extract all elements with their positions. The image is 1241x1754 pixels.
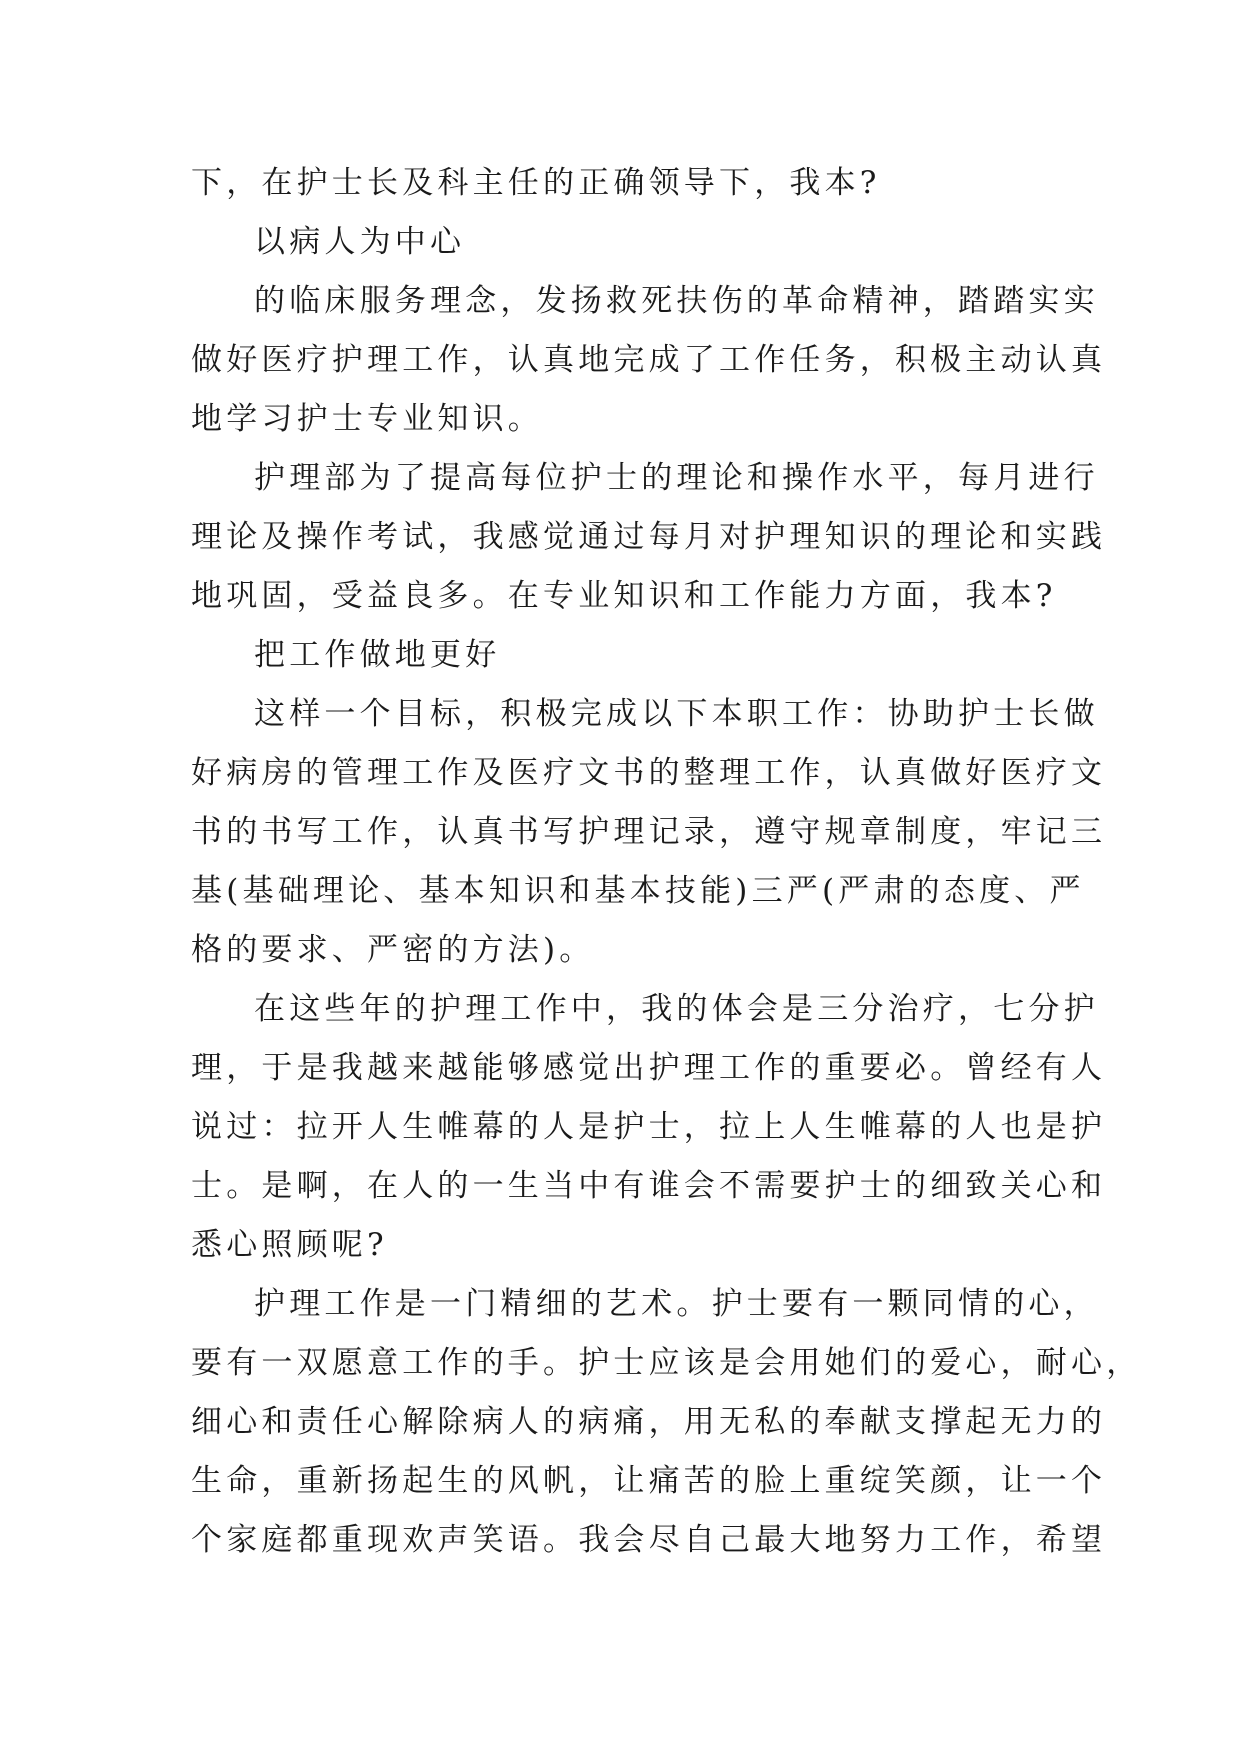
text-line: 书的书写工作，认真书写护理记录，遵守规章制度，牢记三 (191, 814, 1107, 850)
text-line: 下，在护士长及科主任的正确领导下，我本? (191, 165, 881, 201)
text-line: 这样一个目标，积极完成以下本职工作：协助护士长做 (254, 696, 1099, 732)
text-line: 基(基础理论、基本知识和基本技能)三严(严肃的态度、严 (191, 873, 1085, 909)
text-line: 地学习护士专业知识。 (191, 401, 543, 437)
text-line: 细心和责任心解除病人的病痛，用无私的奉献支撑起无力的 (191, 1404, 1107, 1440)
text-line: 理，于是我越来越能够感觉出护理工作的重要必。曾经有人 (191, 1050, 1107, 1086)
text-line: 要有一双愿意工作的手。护士应该是会用她们的爱心，耐心， (191, 1345, 1142, 1381)
text-line: 在这些年的护理工作中，我的体会是三分治疗，七分护 (254, 991, 1099, 1027)
text-line: 格的要求、严密的方法)。 (191, 932, 595, 968)
text-line: 以病人为中心 (254, 224, 466, 260)
text-line: 士。是啊，在人的一生当中有谁会不需要护士的细致关心和 (191, 1168, 1107, 1204)
text-line: 护理部为了提高每位护士的理论和操作水平，每月进行 (254, 460, 1099, 496)
text-line: 做好医疗护理工作，认真地完成了工作任务，积极主动认真 (191, 342, 1107, 378)
text-line: 理论及操作考试，我感觉通过每月对护理知识的理论和实践 (191, 519, 1107, 555)
text-line: 地巩固，受益良多。在专业知识和工作能力方面，我本? (191, 578, 1057, 614)
text-line: 生命，重新扬起生的风帆，让痛苦的脸上重绽笑颜，让一个 (191, 1463, 1107, 1499)
text-line: 护理工作是一门精细的艺术。护士要有一颗同情的心， (254, 1286, 1099, 1322)
text-line: 的临床服务理念，发扬救死扶伤的革命精神，踏踏实实 (254, 283, 1099, 319)
text-line: 好病房的管理工作及医疗文书的整理工作，认真做好医疗文 (191, 755, 1107, 791)
text-line: 个家庭都重现欢声笑语。我会尽自己最大地努力工作，希望 (191, 1522, 1107, 1558)
text-line: 说过：拉开人生帷幕的人是护士，拉上人生帷幕的人也是护 (191, 1109, 1107, 1145)
text-line: 把工作做地更好 (254, 637, 501, 673)
document-body (191, 154, 1142, 1570)
text-line: 悉心照顾呢? (191, 1227, 388, 1263)
